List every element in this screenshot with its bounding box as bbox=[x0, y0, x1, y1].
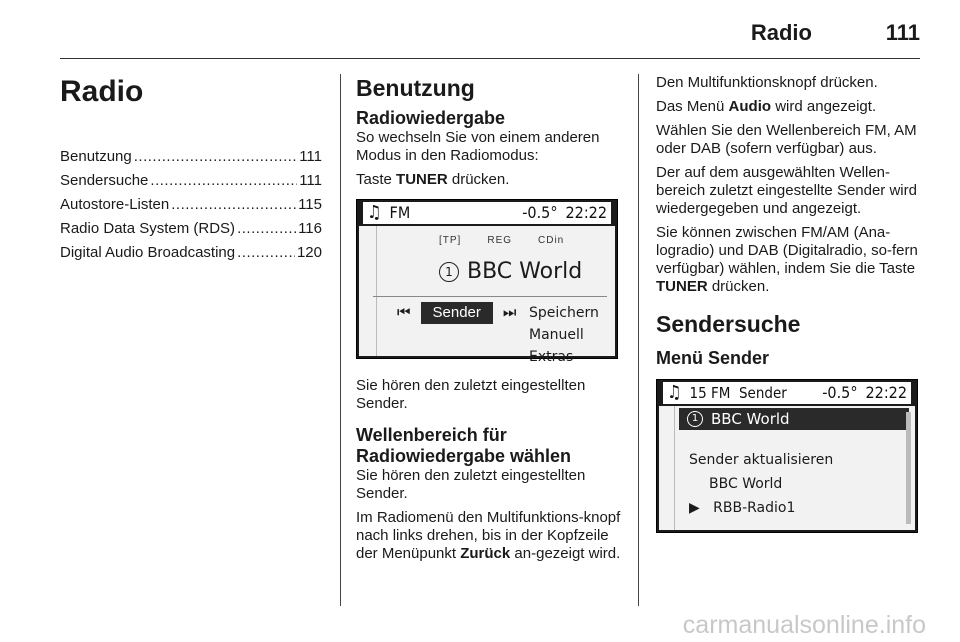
paragraph: So wechseln Sie von einem anderen Modus in den Radiomodus: bbox=[356, 129, 600, 164]
toc-entry-title: Benutzung bbox=[60, 148, 132, 165]
toc-entry[interactable] bbox=[60, 196, 322, 214]
paragraph: Der auf dem ausgewählten Wellen-bereich zuletzt eingestellte Sender wird wiedergegeben und angezeigt. bbox=[656, 164, 917, 217]
selected-station-name: BBC World bbox=[711, 410, 790, 428]
toc-leader-dots bbox=[150, 172, 297, 190]
play-arrow-icon: ▶ bbox=[689, 500, 700, 516]
toc-entry-page: 111 bbox=[299, 172, 322, 189]
toc-list bbox=[60, 148, 322, 262]
toc-entry-title: Autostore-Listen bbox=[60, 196, 170, 213]
benutzung-column bbox=[356, 74, 622, 569]
toc-leader-dots bbox=[237, 220, 296, 238]
screen-tags: [TP] REG CDin bbox=[439, 235, 565, 246]
band-label: FM bbox=[389, 203, 411, 222]
toc-entry[interactable] bbox=[60, 172, 322, 190]
section-heading-sendersuche: Sendersuche bbox=[656, 311, 801, 337]
toc-entry-title: Radio Data System (RDS) bbox=[60, 220, 236, 237]
screen-left-bar bbox=[667, 406, 675, 530]
clock: 22:22 bbox=[565, 203, 607, 222]
menu-item-speichern: Speichern bbox=[529, 305, 599, 321]
watermark: carmanualsonline.info bbox=[682, 611, 926, 639]
radio-screen-illustration bbox=[356, 199, 618, 365]
preset-number: 1 bbox=[439, 262, 459, 282]
header-rule bbox=[60, 58, 920, 59]
screen-body bbox=[359, 226, 615, 365]
paragraph: Sie hören den zuletzt eingestellten Sender. bbox=[356, 377, 586, 412]
paragraph: Taste TUNER drücken. bbox=[356, 171, 510, 188]
sender-menu-screen-illustration bbox=[656, 379, 918, 533]
station-display bbox=[439, 259, 583, 284]
toc-entry[interactable] bbox=[60, 220, 322, 238]
chapter-title: Radio bbox=[60, 75, 144, 108]
toc-entry-page: 120 bbox=[296, 244, 322, 261]
toc-entry-page: 115 bbox=[298, 196, 322, 213]
temperature: -0.5° bbox=[522, 203, 558, 222]
page-number: 111 bbox=[885, 20, 920, 45]
screen-status-bar bbox=[363, 202, 611, 224]
station-list bbox=[689, 448, 833, 520]
scrollbar bbox=[906, 412, 911, 524]
paragraph: Sie hören den zuletzt eingestellten Sender. bbox=[356, 467, 586, 502]
list-item: ▶ RBB-Radio1 bbox=[689, 500, 796, 516]
toc-entry[interactable] bbox=[60, 244, 322, 262]
screen-status-bar bbox=[663, 382, 911, 404]
station-name: BBC World bbox=[467, 259, 583, 284]
menu-item-extras: Extras bbox=[529, 349, 574, 365]
paragraph: Das Menü Audio wird angezeigt. bbox=[656, 98, 877, 115]
toc-entry-page: 116 bbox=[298, 220, 322, 237]
toc-entry-title: Digital Audio Broadcasting bbox=[60, 244, 236, 261]
toc-entry-title: Sendersuche bbox=[60, 172, 149, 189]
toc-leader-dots bbox=[134, 148, 297, 166]
selected-station-row bbox=[679, 408, 909, 430]
screen-left-bar bbox=[369, 226, 377, 356]
music-note-icon: ♫ bbox=[367, 202, 382, 223]
menu-item-manuell: Manuell bbox=[529, 327, 584, 343]
clock: 22:22 bbox=[865, 383, 907, 402]
column-separator-2 bbox=[638, 74, 639, 606]
screen-body bbox=[659, 406, 915, 530]
subheading-radiowiedergabe: Radiowiedergabe bbox=[356, 108, 506, 128]
screen-controls bbox=[397, 302, 516, 324]
screen-title: 15 FM Sender bbox=[689, 384, 787, 402]
paragraph: Im Radiomenü den Multifunktions-knopf nach links drehen, bis in der Kopfzeile der Menüpunkt Zurück an-gezeigt wird. bbox=[356, 509, 621, 562]
paragraph: Sie können zwischen FM/AM (Ana-logradio) und DAB (Digitalradio, so-fern verfügbar) wählen, indem Sie die Taste TUNER drücken. bbox=[656, 224, 918, 295]
subheading-wellenbereich: Wellenbereich für Radiowiedergabe wählen bbox=[356, 425, 572, 466]
skip-forward-icon: ⏭ bbox=[502, 304, 517, 321]
toc-leader-dots bbox=[237, 244, 295, 262]
toc-entry-page: 111 bbox=[299, 148, 322, 165]
sender-button: Sender bbox=[421, 302, 493, 324]
list-item: BBC World bbox=[709, 476, 783, 492]
list-header: Sender aktualisieren bbox=[689, 452, 834, 468]
column-separator-1 bbox=[340, 74, 341, 606]
skip-back-icon: ⏮ bbox=[397, 304, 411, 321]
toc-column bbox=[60, 74, 322, 268]
screen-menu bbox=[529, 302, 599, 368]
temperature: -0.5° bbox=[822, 383, 858, 402]
music-note-icon: ♫ bbox=[667, 382, 682, 403]
subheading-menu-sender: Menü Sender bbox=[656, 348, 770, 368]
paragraph: Den Multifunktionsknopf drücken. bbox=[656, 74, 878, 91]
preset-number: 1 bbox=[687, 411, 703, 427]
running-header-title: Radio bbox=[750, 20, 812, 45]
screen-divider bbox=[373, 296, 607, 297]
section-heading-benutzung: Benutzung bbox=[356, 75, 475, 101]
toc-leader-dots bbox=[171, 196, 296, 214]
paragraph: Wählen Sie den Wellenbereich FM, AM oder DAB (sofern verfügbar) aus. bbox=[656, 122, 917, 157]
toc-entry[interactable] bbox=[60, 148, 322, 166]
sendersuche-column bbox=[656, 74, 920, 533]
